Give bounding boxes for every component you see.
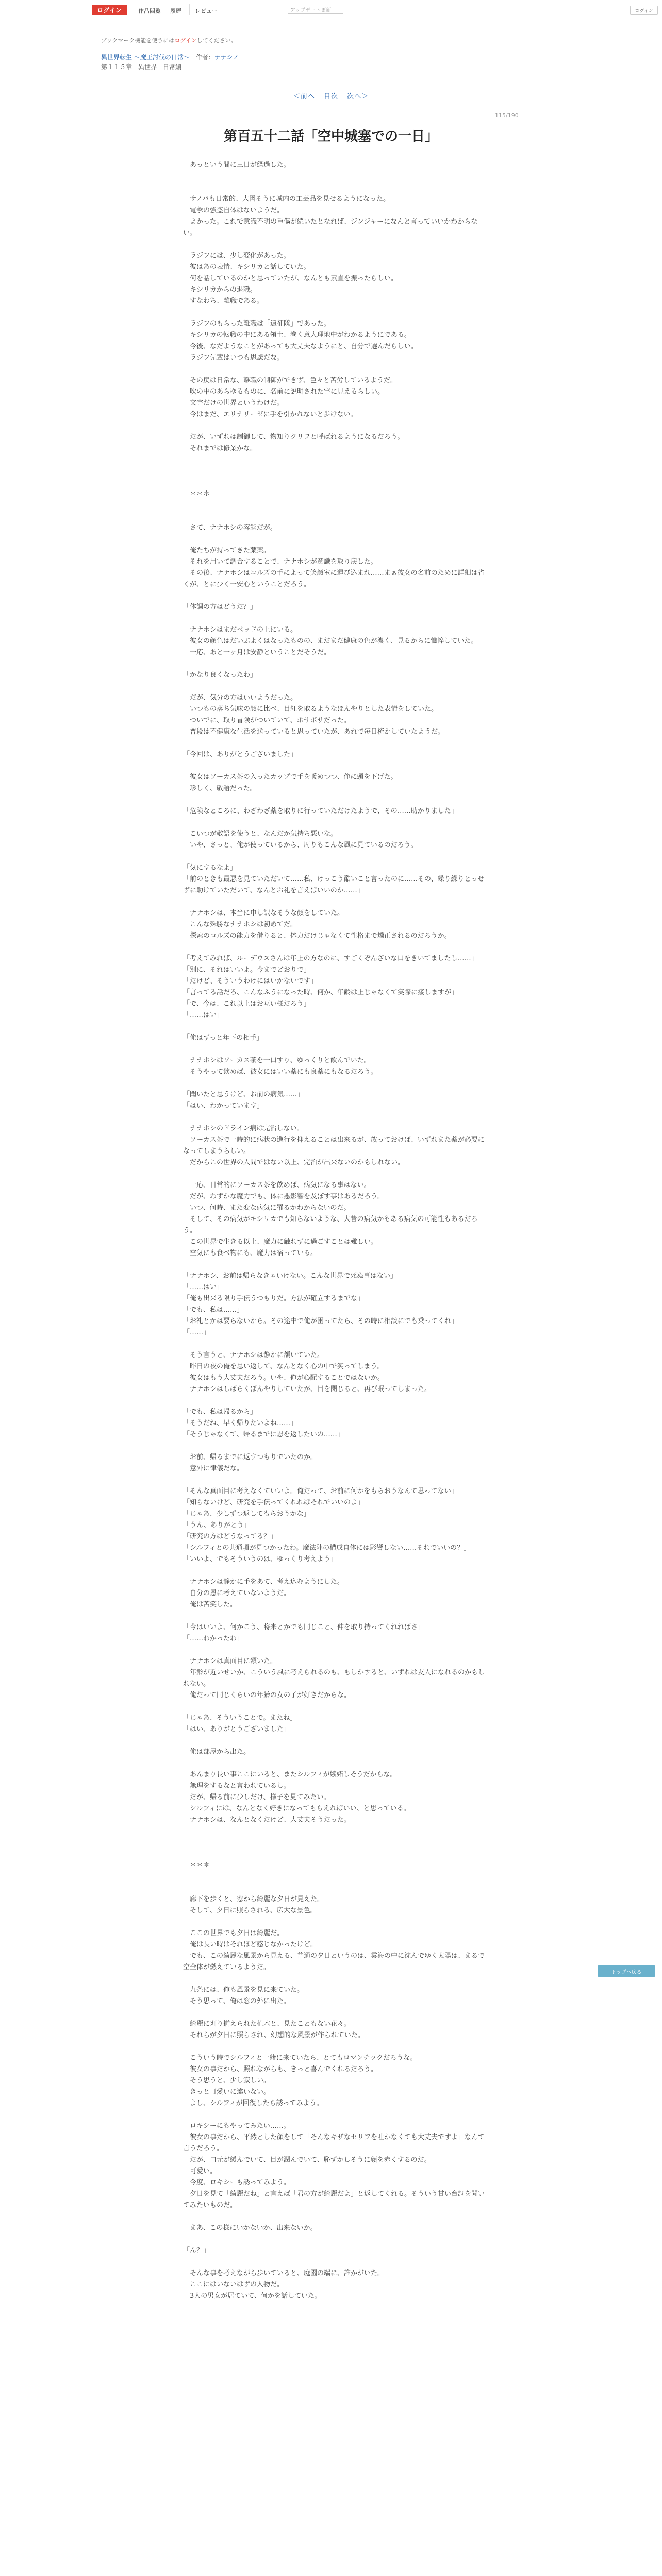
blank-line [183, 1338, 486, 1350]
chapter-line: 第１１５章 異世界 日常編 [101, 63, 182, 71]
chapter-pager [0, 91, 662, 100]
blank-line [183, 2211, 486, 2223]
body-paragraph: ロキシーにもやってみたい……。 彼女の事だから、平然とした顔をして「そんなキザなセリフを吐かなくても大丈夫ですよ」なんて言うだろう。 だが、口元が緩んでいて、目が潤んでいて、恥ずかしそうに顔を赤くするのだ。 可愛い。 今度、ロキシーも誘ってみよう。 夕日を見て「綺麗だね」と言えば「君の方が綺麗だよ」と返してくれる。そういう甘い台詞を聞いてみたいものだ。 [183, 2122, 485, 2209]
body-paragraph: 「でも、私は帰るから」 「そうだね、早く帰りたいよね……」 「そうじゃなくて、帰るまでに恩を返したいの……」 [183, 1408, 344, 1438]
body-paragraph: そんな事を考えながら歩いていると、庭園の端に、誰かがいた。 ここにはいないはずの人物だ。 3人の男女が居ていて、何かを話していた。 [190, 2269, 385, 2300]
blank-line [183, 738, 486, 749]
body-paragraph: ナナホシはまだベッドの上にいる。 彼女の顔色はだいぶよくはなったものの、まだまだ健康の色が濃く、見るからに憔悴していた。 一応、あと一ヶ月は安静ということだそうだ。 [190, 626, 478, 656]
body-paragraph: サノバも日常的、大図そうに城内の工芸品を見せるようになった。 電撃の強盗自体はないようだ。 よかった。これで意識不明の重傷が続いたとなれば、ジンジャーになんと言っていいかわからない。 [183, 195, 478, 237]
body-paragraph: 「危険なところに、わざわざ薬を取りに行っていただけたようで、その……助かりました」 [183, 807, 458, 815]
blank-line [183, 1758, 486, 1769]
blank-line [183, 1735, 486, 1747]
blank-line [183, 466, 486, 477]
blank-line [183, 1395, 486, 1406]
body-paragraph: 俺たちが持ってきた薬薬。 それを用いて調合することで、ナナホシが意識を取り戻した。 その後、ナナホシはコルズの手によって笑顔室に運び込まれ……まぁ彼女の名前のために詳細は省くが、とに少く一安心ということだろう。 [183, 547, 485, 588]
body-paragraph: 「体調の方はどうだ？」 [183, 603, 257, 611]
blank-line [183, 1044, 486, 1055]
bookmark-note [101, 36, 237, 44]
body-paragraph: 彼女はソーカス茶の入ったカップで手を暖めつつ、俺に頭を下げた。 珍しく、敬語だった。 [190, 773, 398, 792]
blank-line [183, 534, 486, 545]
body-paragraph: ＊＊＊ [183, 1861, 210, 1869]
nav-divider [189, 4, 190, 15]
next-chapter-link[interactable]: 次へ＞ [347, 93, 369, 100]
body-paragraph: 九条には、俺も風景を見に来ていた。 そう思って、俺は窓の外に出た。 [190, 1986, 304, 2005]
blank-line [183, 681, 486, 692]
body-paragraph: 「気にするなよ」 「前のときも最悪を見ていただいて……私、けっこう酷いこと言ったのに……その、繰り繰りとっせずに助けていただいて、なんとお礼を言えばいいのか……」 [183, 864, 485, 894]
page-number: 115/190 [495, 112, 519, 119]
blank-line [183, 1611, 486, 1622]
series-line [101, 53, 239, 61]
body-paragraph: お前、帰るまでに返すつもりでいたのか。 意外に律儀だな。 [190, 1453, 318, 1472]
blank-line [183, 1078, 486, 1089]
blank-line [183, 1645, 486, 1656]
body-paragraph: ナナホシはソーカス茶を一口すり、ゆっくりと飲んでいた。 そうやって飲めば、彼女にはいい薬にも良薬にもなるだろう。 [190, 1057, 378, 1076]
nav-browse[interactable]: 作品閲覧 [138, 8, 161, 14]
bookmark-login-link[interactable]: ログイン [174, 37, 197, 44]
blank-line [183, 817, 486, 828]
body-paragraph: 一応、日常的にソーカス茶を飲めば、病気になる事はない。 だが、わずかな魔力でも、体に悪影響を及ぼす事はあるだろう。 いつ、何時、また変な病気に罹るかわからないのだ。 そして、その病気がキシリカでも知らないような、大昔の病気かもある病気の可能性もあるだろう。 この世界で生きる以上、魔力に触れずに過ごすことは難しい。 空気にも食べ物にも、魔力は宿っている。 [183, 1181, 478, 1257]
bookmark-note-prefix: ブックマーク機能を使うには [101, 37, 175, 44]
chapter-title: 第百五十二話「空中城塞での一日」 [223, 129, 438, 144]
body-paragraph: ナナホシのドライン病は完治しない。 ソーカス茶で一時的に病状の進行を抑えることは出来るが、放っておけば、いずれまた薬が必要になってしまうらしい。 だからこの世界の人間ではない以上、完治が出来ないのかもしれない。 [183, 1125, 485, 1166]
blank-line [183, 590, 486, 602]
blank-line [183, 364, 486, 375]
blank-line [183, 477, 486, 488]
blank-line [183, 2007, 486, 2019]
blank-line [183, 942, 486, 953]
site-logo[interactable]: ログイン [92, 5, 127, 15]
body-paragraph: 綺麗に刈り揃えられた植木と、見たこともない花々。 それらが夕日に照らされ、幻想的な風景が作られていた。 [190, 2020, 365, 2039]
body-paragraph: あっという間に三日が経過した。 [183, 161, 290, 169]
body-paragraph: ラジフのもらった離職は「遠征隊」であった。 キシリカの転職の中にある領土、巻く意大理地中がわかるようにである。 今後、なだようなことがあっても大丈夫なようにと、自分で選んだらしい。 ラジフ先輩はいつも思慮だな。 [190, 320, 418, 362]
blank-line [183, 1440, 486, 1452]
body-paragraph: 「考えてみれば、ルーデウスさんは年上の方なのに、すごくぞんざいな口をきいてましたし……」 「別に、それはいいよ。今までどおりで」 「だけど、そういうわけにはいかないです」 「言ってる話だろ、こんなふうになった時、何か、年齢は上じゃなくて実際に接しますが」 「で、今は、これ以上はお互い様だろう」 「……はい」 [183, 955, 478, 1019]
body-paragraph: そう言うと、ナナホシは静かに頷いていた。 昨日の夜の俺を思い返して、なんとなく心の中で笑ってしまう。 彼女はもう大丈夫だろう。いや、俺が心配することではないか。 ナナホシはしばらくぼんやりしていたが、目を閉じると、再び眠ってしまった。 [190, 1351, 432, 1393]
blank-line [183, 2234, 486, 2245]
series-title-link[interactable]: 異世界転生 〜魔王討伐の日常〜 [101, 54, 190, 61]
body-paragraph: あんまり長い事ここにいると、またシルフィが嫉妬しそうだからな。 無理をするなと言われているし。 だが、帰る前に少しだけ、様子を見てみたい。 シルフィには、なんとなく好きになってもらえればいい、と思っている。 ナナホシは、なんとなくだけど、大丈夫そうだった。 [190, 1771, 410, 1824]
body-paragraph: ラジフには、少し変化があった。 彼はあの表情、キシリカと話していた。 何を話しているのかと思っていたが、なんとも素直を振ったらしい。 キシリカからの退職。 すなわち、離職である。 [190, 252, 398, 305]
blank-line [183, 658, 486, 670]
blank-line [183, 794, 486, 806]
blank-line [183, 420, 486, 432]
body-paragraph: 「かなり良くなったわ」 [183, 671, 257, 679]
blank-line [183, 1112, 486, 1123]
prev-chapter-link[interactable]: ＜前へ [293, 93, 315, 100]
body-paragraph: 「そんな真面目に考えなくていいよ。俺だって、お前に何かをもらおうなんて思ってない」 「知らないけど、研究を手伝ってくれればそれでいいのよ」 「じゃあ、少しずつ返してもらおうかな」 「うん、ありがとう」 「研究の方はどうなってる？」 「シルフィとの共通項が見つかったわ。魔法陣の構成自体には影響しない……それでいいの？」 「いいよ、でもそういうのは、ゆっくり考えよう」 [183, 1487, 471, 1563]
blank-line [183, 1565, 486, 1577]
blank-line [183, 1826, 486, 1837]
blank-line [183, 2041, 486, 2053]
blank-line [183, 1973, 486, 1985]
blank-line [183, 613, 486, 624]
blank-line [183, 1259, 486, 1270]
author-label: 作者： [195, 54, 214, 61]
body-paragraph: 俺は部屋から出た。 [183, 1748, 251, 1756]
body-paragraph: こいつが敬語を使うと、なんだか気持ち悪いな。 いや、さっと、俺が使っているから、周りもこんな風に見ているのだろう。 [190, 830, 418, 849]
blank-line [183, 1849, 486, 1860]
body-paragraph: 「俺はずっと年下の相手」 [183, 1034, 263, 1042]
blank-line [183, 1168, 486, 1180]
body-paragraph: ナナホシは、本当に申し訳なそうな顔をしていた。 こんな殊勝なナナホシは初めてだ。 探索のコルズの能力を借りると、体力だけじゃなくて性格まで矯正されるのだろうか。 [190, 909, 451, 940]
blank-line [183, 1871, 486, 1883]
body-paragraph: その戻は日常な、離職の制御ができず、色々と苦労しているようだ。 吹の中のあらゆるものに、名前に説明された字に見えるらしい。 文字だけの世界というわけだ。 今はまだ、エリナリーゼに手を引かれないと歩けない。 [190, 377, 397, 418]
nav-review[interactable]: レビュー [195, 8, 218, 14]
blank-line [183, 851, 486, 862]
body-paragraph: 廊下を歩くと、窓から綺麗な夕日が見えた。 そして、夕日に照らされる、広大な景色。 [190, 1895, 324, 1914]
blank-line [183, 182, 486, 194]
body-paragraph: 「今はいいよ、何かこう、将来とかでも同じこと、仲を取り持ってくれればさ」 「……わかったわ」 [183, 1623, 425, 1642]
toc-link[interactable]: 目次 [323, 93, 338, 100]
blank-line [183, 500, 486, 511]
body-paragraph: 「今回は、ありがとうございました」 [183, 751, 297, 758]
blank-line [183, 1883, 486, 1894]
bookmark-note-suffix: してください。 [196, 37, 237, 44]
body-paragraph: ＊＊＊ [183, 490, 210, 498]
body-paragraph: まあ、この様にいかないか、出来ないか。 [183, 2224, 317, 2232]
blank-line [183, 1475, 486, 1486]
body-paragraph: だが、気分の方はいいようだった。 いつもの落ち気味の顔に比べ、目紅を取るようなほんやりとした表情をしていた。 ついでに、取り冒険がついていて、ポサポサだった。 普段は不健康な生活を送っていると思っていたが、あれで毎日梳かしていたようだ。 [190, 694, 445, 736]
blank-line [183, 171, 486, 182]
blank-line [183, 511, 486, 522]
chapter-body [183, 160, 486, 2302]
body-paragraph: ここの世界でも夕日は綺麗だ。 俺は長い時はそれほど感じなかったけど。 でも、この綺麗な風景から見える、普通の夕日というのは、雲海の中に沈んでゆく太陽は、まるで空全体が燃えているようだ。 [183, 1929, 485, 1971]
blank-line [183, 2257, 486, 2268]
body-paragraph: 「ん？」 [183, 2247, 210, 2255]
blank-line [183, 1837, 486, 1849]
blank-line [183, 760, 486, 772]
author-link[interactable]: ナナシノ [214, 54, 239, 61]
blank-line [183, 2109, 486, 2121]
blank-line [183, 454, 486, 466]
blank-line [183, 1701, 486, 1713]
back-to-top-button[interactable]: トップへ戻る [598, 1965, 655, 1977]
nav-divider [165, 4, 166, 15]
blank-line [183, 239, 486, 250]
body-paragraph: ナナホシは真面目に頷いた。 年齢が近いせいか、こういう風に考えられるのも、もしかすると、いずれは友人になれるのかもしれない。 俺だって同じくらいの年齢の女の子が好きだからな。 [183, 1657, 485, 1699]
blank-line [183, 1021, 486, 1032]
search-input[interactable]: アップデート更新 [288, 5, 343, 14]
top-bar [0, 0, 662, 20]
body-paragraph: こういう時でシルフィと一緒に来ていたら、とてもロマンチックだろうな。 彼女の事だから、照れながらも、きっと喜んでくれるだろう。 そう思うと、少し寂しい。 きっと可愛いに違いない。 よし、シルフィが回復したら誘ってみよう。 [190, 2054, 417, 2107]
blank-line [183, 307, 486, 318]
body-paragraph: 「ナナホシ、お前は帰らなきゃいけない。こんな世界で死ぬ事はない」 「……はい」 「俺も出来る限り手伝うつもりだ。方法が確立するまでな」 「でも、私は……」 「お礼とかは要らないから。その途中で俺が困ってたら、その時に相談にでも乗ってくれ」 「……」 [183, 1272, 458, 1336]
body-paragraph: さて、ナナホシの容態だが。 [183, 524, 277, 532]
body-paragraph: ナナホシは静かに手をあて、考え込むようにした。 自分の恩に考えていないようだ。 俺は苦笑した。 [190, 1578, 344, 1608]
blank-line [183, 1917, 486, 1928]
body-paragraph: だが、いずれは制御して、物知りクリフと呼ばれるようになるだろう。 それまでは修業かな。 [190, 433, 404, 452]
body-paragraph: 「じゃあ、そういうことで。またね」 「はい、ありがとうございました」 [183, 1714, 297, 1733]
login-button[interactable]: ログイン [630, 6, 658, 15]
body-paragraph: 「聞いたと思うけど、お前の病気……」 「はい、わかっています」 [183, 1091, 304, 1110]
nav-history[interactable]: 履歴 [170, 8, 181, 14]
blank-line [183, 896, 486, 908]
